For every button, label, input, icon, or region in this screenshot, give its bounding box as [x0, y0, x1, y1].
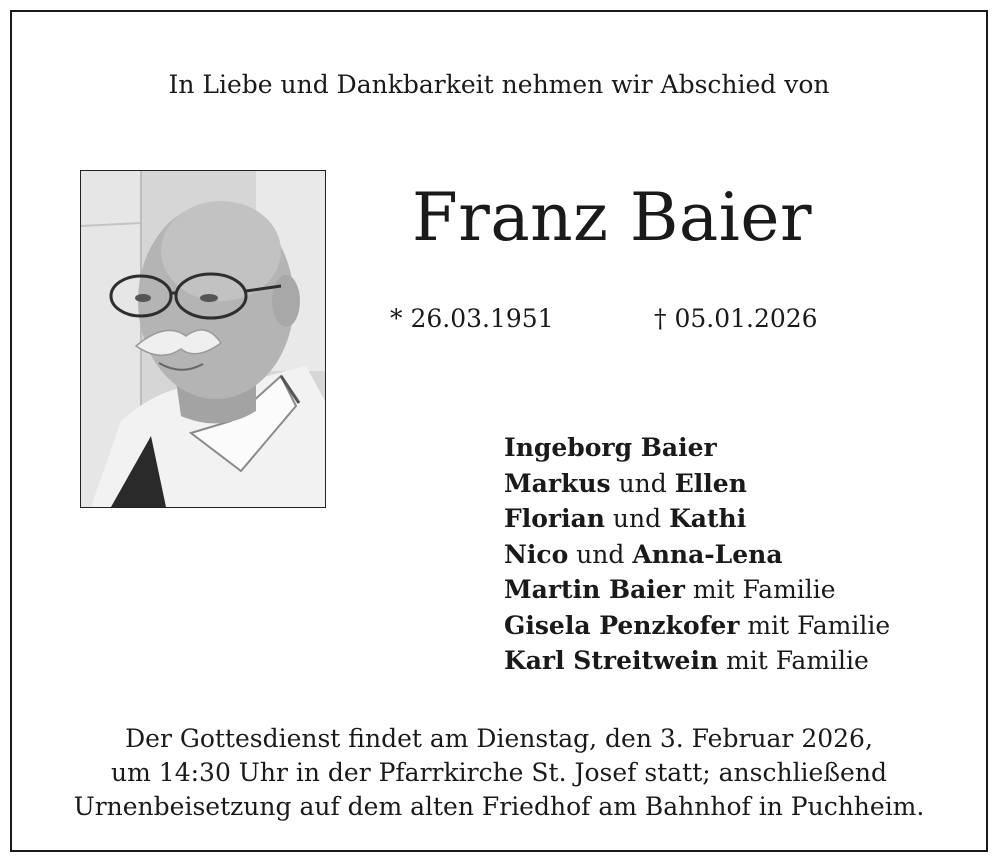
mourner-name: Martin Baier [504, 575, 685, 604]
mourner-line [504, 572, 890, 608]
birth-date: * 26.03.1951 [390, 304, 554, 333]
mourner-conjunction: und [610, 468, 675, 498]
mourner-name: Florian [504, 504, 605, 533]
mourner-line [504, 501, 890, 537]
service-line-1: Der Gottesdienst findet am Dienstag, den 3. Februar 2026, [125, 724, 873, 753]
mourner-name-2: Kathi [669, 504, 747, 533]
intro-line: In Liebe und Dankbarkeit nehmen wir Abschied von [168, 70, 830, 99]
portrait-photo [80, 170, 326, 508]
deceased-name: Franz Baier [411, 179, 813, 256]
mourner-name: Nico [504, 539, 569, 569]
mourner-conjunction: und [568, 539, 633, 569]
mourner-name: Ingeborg Baier [504, 433, 717, 462]
service-line-2: um 14:30 Uhr in der Pfarrkirche St. Josef statt; anschließend [111, 758, 887, 787]
obituary-notice [10, 10, 988, 852]
mourner-name: Karl Streitwein [504, 646, 719, 675]
mourner-suffix: mit Familie [718, 646, 869, 675]
service-line-3: Urnenbeisetzung auf dem alten Friedhof am Bahnhof in Puchheim. [73, 792, 925, 821]
mourner-name: Markus [504, 468, 611, 498]
mourner-line [504, 430, 890, 466]
service-info [12, 722, 986, 824]
mourner-line [504, 608, 890, 644]
mourner-conjunction: und [604, 504, 670, 533]
mourner-suffix: mit Familie [684, 575, 836, 604]
death-date: † 05.01.2026 [654, 304, 818, 333]
mourner-line [504, 537, 890, 573]
mourner-name-2: Anna-Lena [632, 539, 783, 569]
mourner-name: Gisela Penzkofer [504, 610, 740, 640]
mourner-name-2: Ellen [674, 468, 747, 498]
mourner-line [504, 466, 890, 502]
mourners-list [504, 430, 890, 679]
mourner-line [504, 643, 890, 679]
mourner-suffix: mit Familie [739, 610, 891, 640]
